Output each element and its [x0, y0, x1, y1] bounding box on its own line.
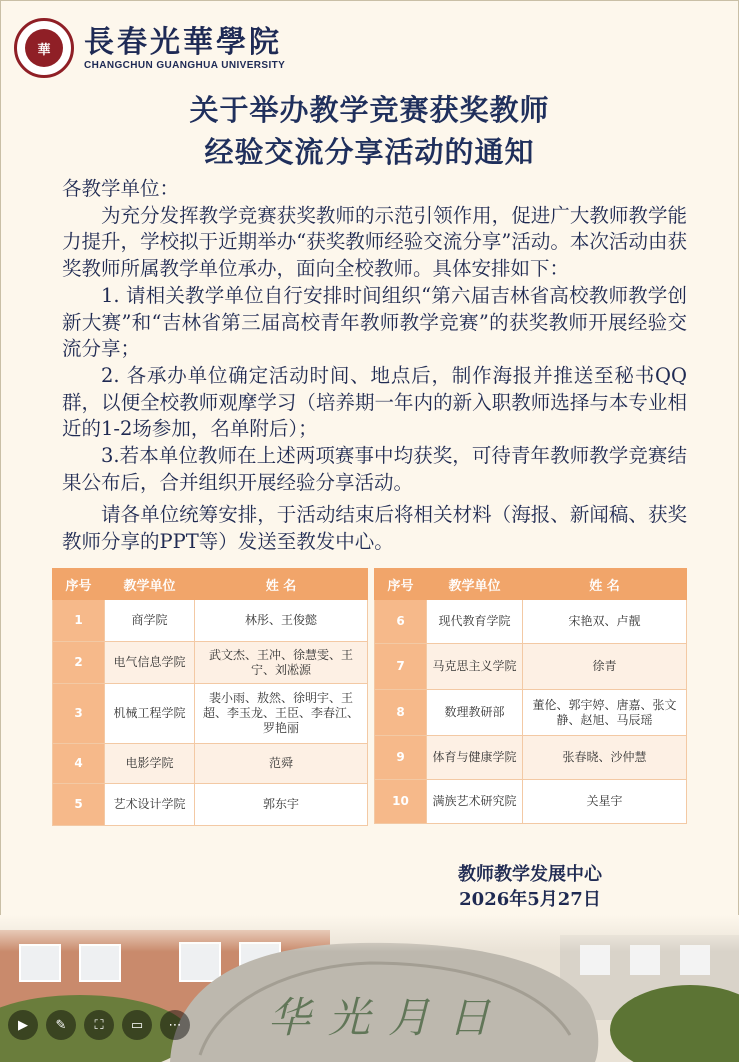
row-names: 董伦、郭宇婷、唐嘉、张文静、赵旭、马辰瑶 — [523, 690, 687, 736]
row-no: 5 — [53, 784, 105, 826]
table-row — [53, 684, 368, 744]
header-names: 姓 名 — [195, 569, 368, 600]
arrangement-item-2: 2. 各承办单位确定活动时间、地点后，制作海报并推送至秘书QQ群，以便全校教师观摩学习（培养期一年内的新入职教师选择与本专业相近的1-2场参加，名单附后）； — [62, 363, 687, 441]
table-row — [53, 642, 368, 684]
media-controls — [8, 1010, 190, 1040]
row-names: 宋艳双、卢靓 — [523, 600, 687, 644]
university-logo — [14, 18, 285, 78]
row-no: 7 — [375, 644, 427, 690]
row-names: 张春晓、沙仲慧 — [523, 736, 687, 780]
notice-title-line1: 关于举办教学竞赛获奖教师 — [189, 93, 550, 127]
teacher-table-right — [374, 568, 687, 824]
card-icon[interactable]: ▭ — [122, 1010, 152, 1040]
university-name-cn: 長春光華學院 — [84, 24, 282, 60]
salutation: 各教学单位： — [62, 177, 180, 200]
row-names: 郭东宇 — [195, 784, 368, 826]
row-unit: 电影学院 — [105, 744, 195, 784]
row-names: 关星宇 — [523, 780, 687, 824]
table-row — [375, 780, 687, 824]
header-unit: 教学单位 — [427, 569, 523, 600]
more-icon[interactable]: ⋯ — [160, 1010, 190, 1040]
rock-inscription: 华光月日 — [268, 993, 509, 1042]
play-icon[interactable]: ▶ — [8, 1010, 38, 1040]
row-no: 10 — [375, 780, 427, 824]
header-no: 序号 — [53, 569, 105, 600]
signature-org: 教师教学发展中心 — [458, 864, 602, 885]
row-unit: 马克思主义学院 — [427, 644, 523, 690]
arrangement-item-1: 1. 请相关教学单位自行安排时间组织“第六届吉林省高校教师教学创新大赛”和“吉林省第三届高校青年教师教学竞赛”的获奖教师开展经验交流分享； — [62, 283, 687, 361]
arrangement-item-3: 3.若本单位教师在上述两项赛事中均获奖，可待青年教师教学竞赛结果公布后，合并组织开展经验分享活动。 — [62, 444, 687, 494]
row-no: 4 — [53, 744, 105, 784]
row-unit: 体育与健康学院 — [427, 736, 523, 780]
row-unit: 商学院 — [105, 600, 195, 642]
table-row — [375, 644, 687, 690]
table-row — [53, 784, 368, 826]
university-seal — [14, 18, 74, 78]
row-names: 徐青 — [523, 644, 687, 690]
signature-date: 2026年5月27日 — [459, 889, 601, 910]
row-names: 武文杰、王冲、徐慧雯、王宁、刘凇源 — [195, 642, 368, 684]
notice-body — [62, 176, 687, 556]
table-row — [53, 600, 368, 642]
table-row — [53, 744, 368, 784]
university-name-en: CHANGCHUN GUANGHUA UNIVERSITY — [84, 59, 286, 71]
row-names: 裴小雨、敖然、徐明宇、王超、李玉龙、王臣、李春江、罗艳丽 — [195, 684, 368, 744]
row-no: 1 — [53, 600, 105, 642]
table-row — [375, 600, 687, 644]
table-row — [375, 690, 687, 736]
intro-paragraph: 为充分发挥教学竞赛获奖教师的示范引领作用，促进广大教师教学能力提升，学校拟于近期举办“获奖教师经验交流分享”活动。本次活动由获奖教师所属教学单位承办，面向全校教师。具体安排如下： — [62, 203, 687, 281]
seal-center: 華 — [25, 29, 63, 67]
edit-icon[interactable]: ✎ — [46, 1010, 76, 1040]
teacher-table-left — [52, 568, 368, 826]
row-unit: 机械工程学院 — [105, 684, 195, 744]
row-unit: 现代教育学院 — [427, 600, 523, 644]
row-names: 范舜 — [195, 744, 368, 784]
row-unit: 数理教研部 — [427, 690, 523, 736]
row-unit: 满族艺术研究院 — [427, 780, 523, 824]
header-names: 姓 名 — [523, 569, 687, 600]
row-names: 林彤、王俊懿 — [195, 600, 368, 642]
crop-icon[interactable]: ⛶ — [84, 1010, 114, 1040]
header-unit: 教学单位 — [105, 569, 195, 600]
notice-title-line2: 经验交流分享活动的通知 — [204, 135, 535, 169]
row-no: 2 — [53, 642, 105, 684]
row-no: 9 — [375, 736, 427, 780]
row-no: 3 — [53, 684, 105, 744]
closing-paragraph: 请各单位统筹安排，于活动结束后将相关材料（海报、新闻稿、获奖教师分享的PPT等）发送至教发中心。 — [62, 503, 687, 554]
row-unit: 电气信息学院 — [105, 642, 195, 684]
row-unit: 艺术设计学院 — [105, 784, 195, 826]
header-no: 序号 — [375, 569, 427, 600]
row-no: 8 — [375, 690, 427, 736]
table-row — [375, 736, 687, 780]
row-no: 6 — [375, 600, 427, 644]
